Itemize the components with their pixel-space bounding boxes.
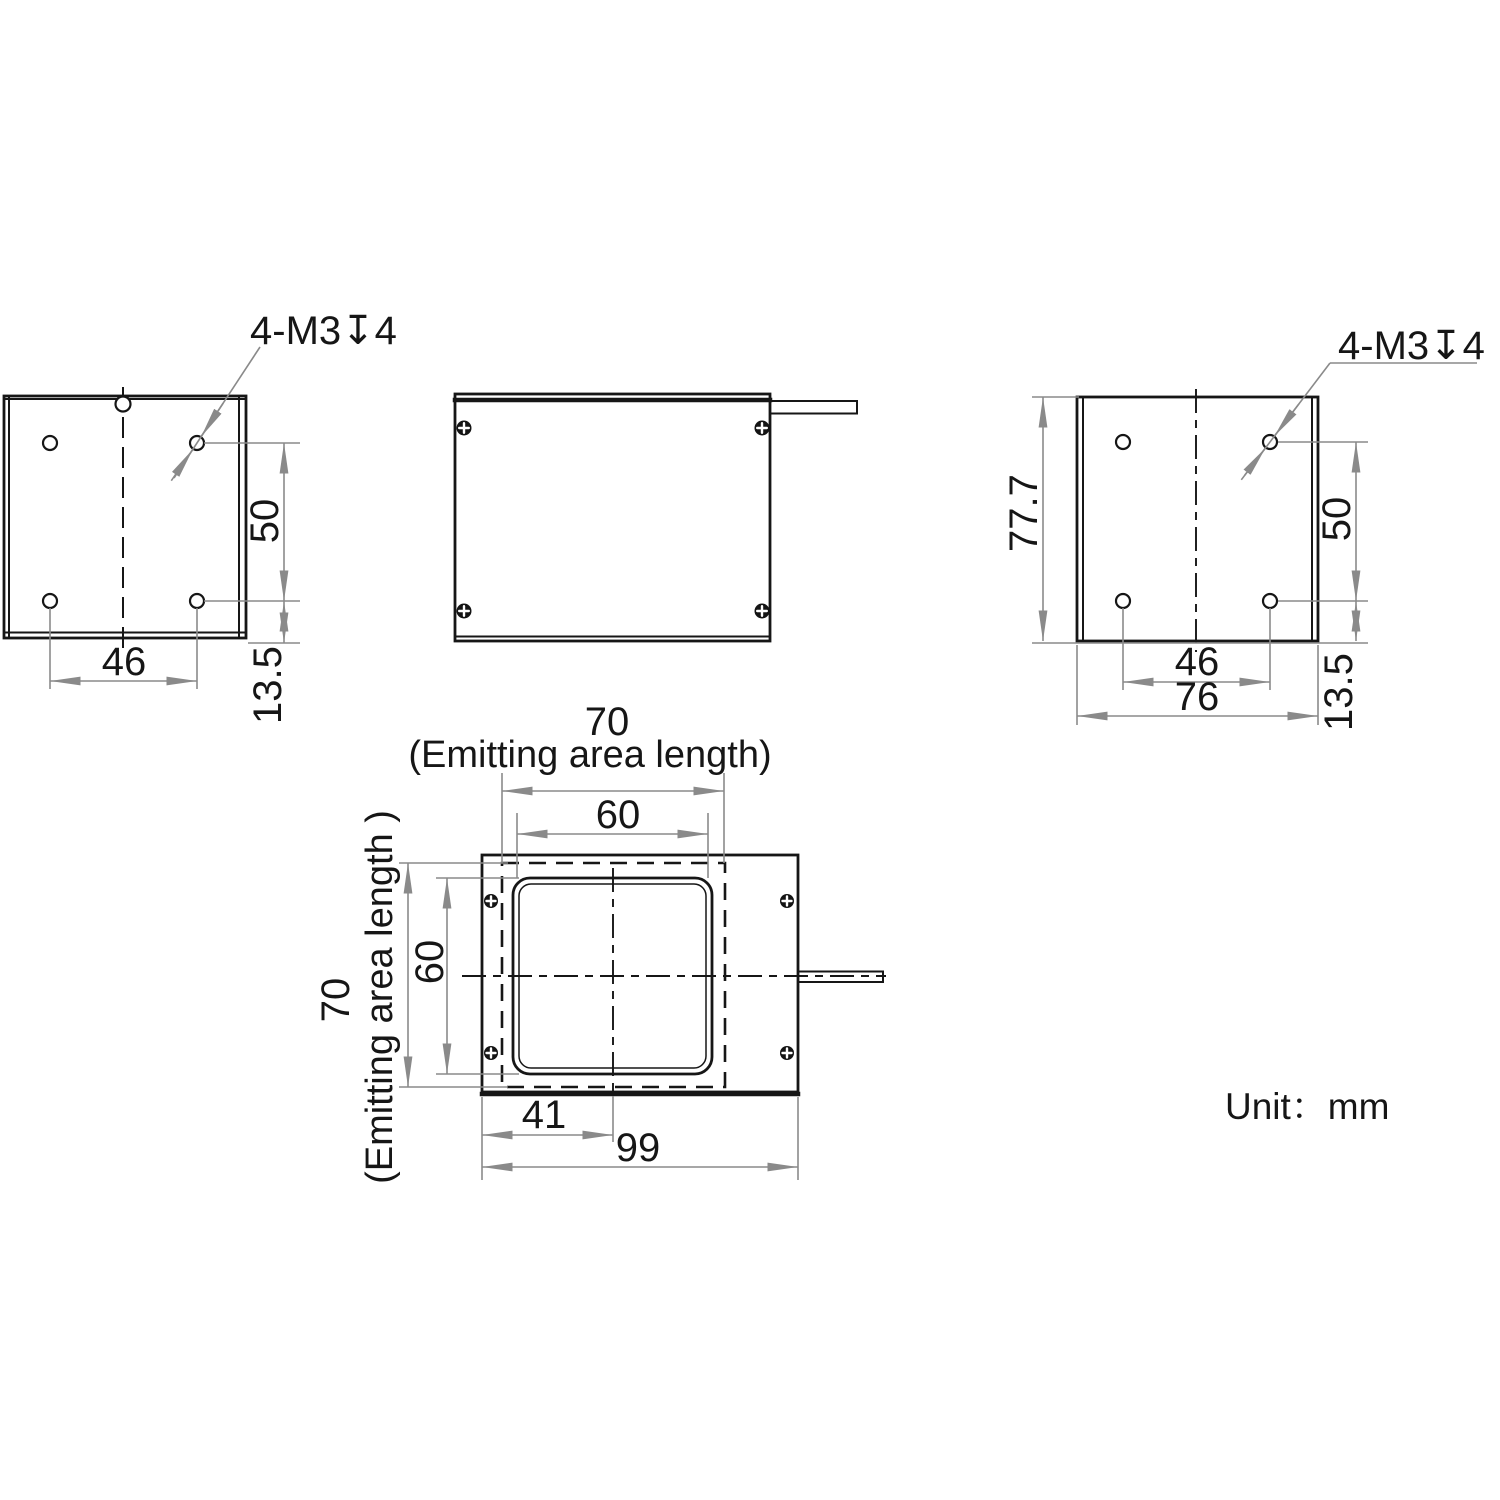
dimension-label: 13.5 <box>1317 653 1361 731</box>
screw-icon <box>755 421 770 436</box>
dimension-50 <box>1278 442 1368 601</box>
mounting-hole <box>1116 594 1130 608</box>
screw-icon <box>457 421 472 436</box>
dimension-label: 50 <box>1315 496 1359 542</box>
screw-icon <box>484 1046 498 1060</box>
dimension-note: (Emitting area length ) <box>359 810 401 1184</box>
leader-arrow <box>201 403 223 436</box>
screw-icon <box>780 1046 794 1060</box>
screw-icon <box>484 894 498 908</box>
dimension-note: (Emitting area length) <box>408 734 772 776</box>
screw-icon <box>457 604 472 619</box>
dimension-label: 76 <box>1174 675 1220 719</box>
dimension-46 <box>50 608 197 689</box>
left-side-view <box>4 309 397 724</box>
leader-arrow <box>1241 448 1265 480</box>
front-view <box>314 700 886 1184</box>
body-outline <box>1077 397 1318 641</box>
dimension-label: 99 <box>615 1126 661 1170</box>
dimension-77-7 <box>1002 397 1368 643</box>
dimension-label: 77.7 <box>1002 474 1046 552</box>
dimension-13-5 <box>1317 601 1361 731</box>
cable-tab <box>770 401 857 414</box>
dimension-label: 60 <box>595 793 641 837</box>
dimension-label: 70 <box>584 700 630 744</box>
dimension-label: 60 <box>408 939 452 985</box>
mounting-hole <box>43 594 57 608</box>
dimension-50 <box>204 443 300 601</box>
dimension-13-5 <box>246 601 300 724</box>
dimension-emitting-width-70 <box>408 700 771 863</box>
dimension-emitting-height-70 <box>314 810 508 1184</box>
top-notch-hole <box>116 397 131 412</box>
mounting-hole <box>43 436 57 450</box>
dimension-label: 50 <box>243 498 287 544</box>
leader-arrow <box>171 449 193 480</box>
top-view <box>455 394 857 641</box>
dimension-label: 13.5 <box>246 646 290 724</box>
thread-callout-leader <box>1241 363 1477 480</box>
mounting-hole <box>190 594 204 608</box>
body-outline <box>455 394 770 641</box>
right-side-view <box>1002 324 1485 731</box>
thread-callout-label: 4-M3↧4 <box>1338 324 1485 368</box>
dimension-label: 46 <box>1174 640 1220 684</box>
dimension-label: 46 <box>101 640 147 684</box>
dimension-label: 41 <box>521 1093 567 1137</box>
leader-arrow <box>1275 404 1299 436</box>
mounting-hole <box>1116 435 1130 449</box>
body-outline <box>482 855 798 1092</box>
screw-icon <box>755 604 770 619</box>
dimension-label: 70 <box>314 977 358 1023</box>
screw-icon <box>780 894 794 908</box>
unit-note: Unit：mm <box>1225 1086 1390 1127</box>
thread-callout-label: 4-M3↧4 <box>250 309 397 353</box>
dimension-window-width-60 <box>517 793 708 878</box>
mounting-hole <box>1263 594 1277 608</box>
